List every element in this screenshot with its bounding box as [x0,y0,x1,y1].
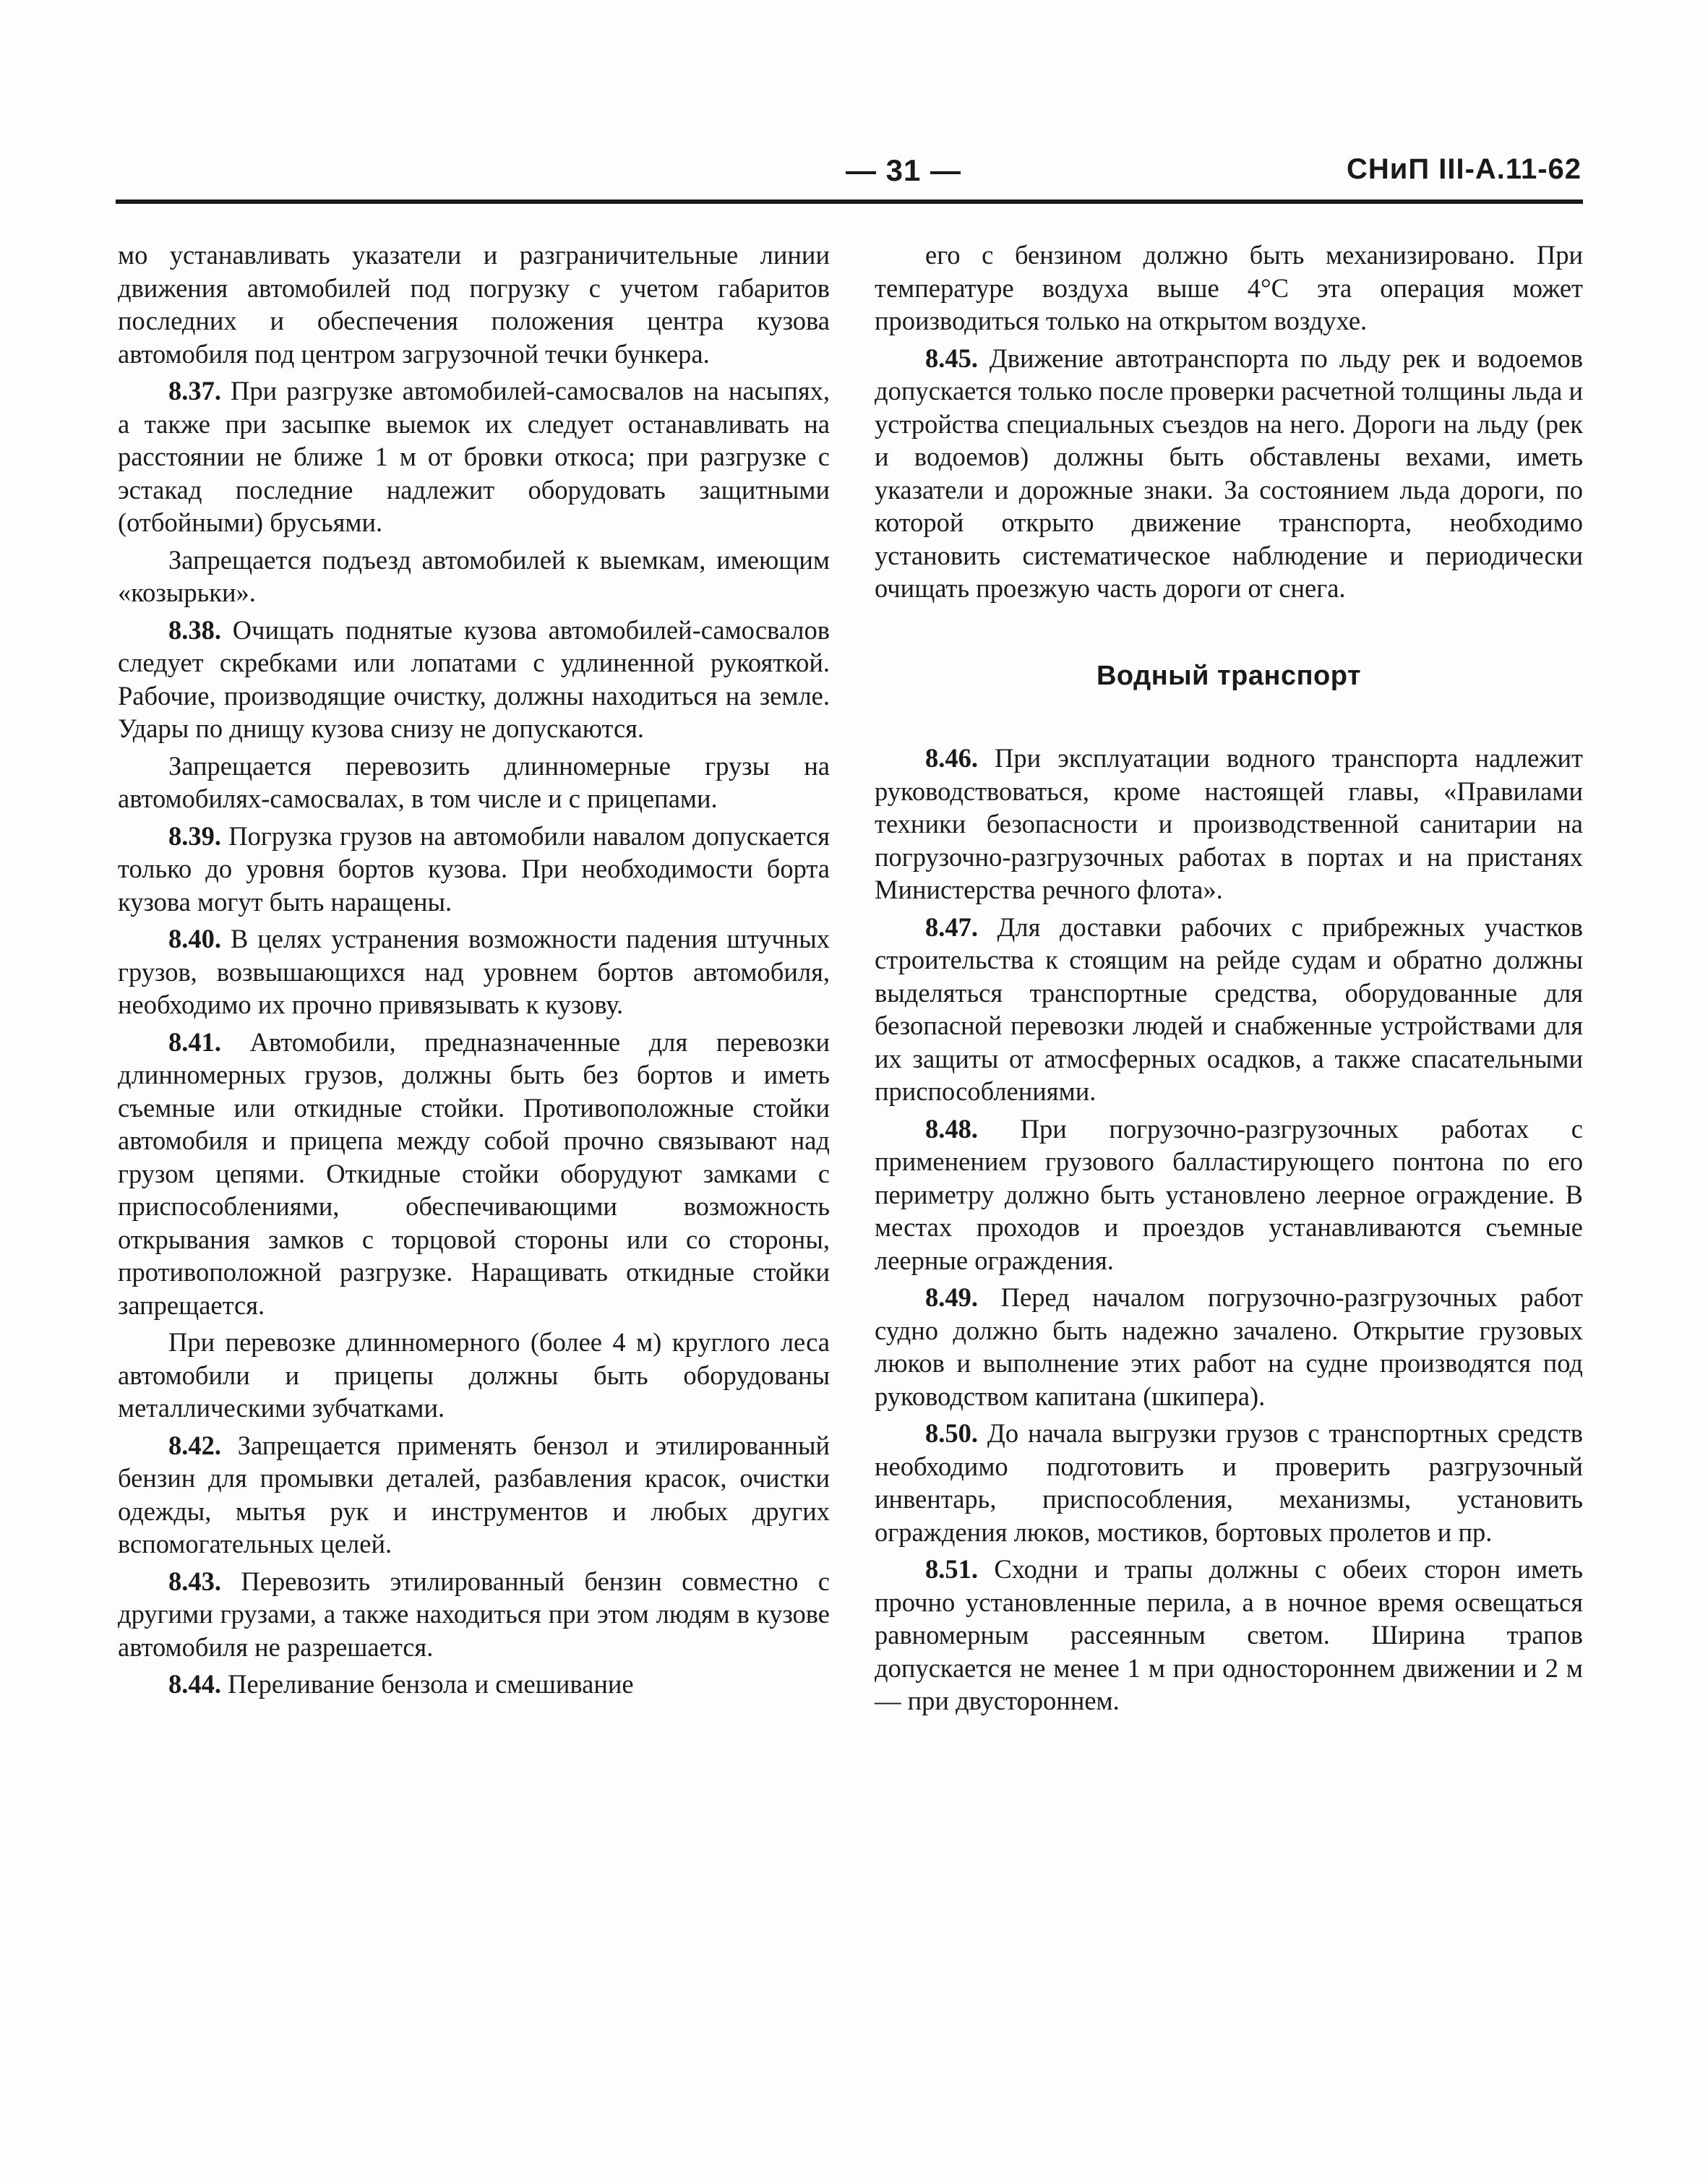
paragraph [118,922,830,1021]
clause-number: 8.42. [168,1430,221,1460]
paragraph [875,1281,1583,1412]
clause-number: 8.51. [925,1554,978,1584]
page-header [116,150,1582,201]
paragraph [118,614,830,745]
section-title: Водный транспорт [1096,660,1362,691]
clause-number: 8.37. [168,376,221,406]
clause-number: 8.48. [925,1113,978,1144]
paragraph [875,342,1583,605]
paragraph [875,239,1583,338]
paragraph-text: Запрещается перевозить длинномерные грузы на автомобилях-самосвалах, в том числе и с прицепами. [118,750,830,813]
paragraph [118,239,830,370]
clause-number: 8.47. [925,912,978,942]
paragraph-text: До начала выгрузки грузов с транспортных средств необходимо подготовить и проверить разгрузочный инвентарь, приспособления, механизмы, установить ограждения люков, мостиков, бортовых пролетов и пр. [875,1418,1583,1547]
right-column-top [875,239,1583,605]
paragraph-text: При разгрузке автомобилей-самосвалов на насыпях, а также при засыпке выемок их следует останавливать на расстоянии не ближе 1 м от бровки откоса; при разгрузке с эстакад последние надлежит оборудовать защитными (отбойными) брусьями. [118,376,830,537]
clause-number: 8.40. [168,924,221,953]
right-column-bottom [875,742,1583,1718]
paragraph-text: его с бензином должно быть механизировано. При температуре воздуха выше 4°С эта операция может производиться только на открытом воздухе. [875,240,1583,335]
clause-number: 8.49. [925,1282,978,1312]
document-code: СНиП III-А.11-62 [1347,153,1582,185]
paragraph [118,374,830,539]
paragraph-text: При перевозке длинномерного (более 4 м) круглого леса автомобили и прицепы должны быть оборудованы металлическими зубчатками. [118,1327,830,1423]
paragraph-text: Запрещается применять бензол и этилированный бензин для промывки деталей, разбавления красок, очистки одежды, мытья рук и инструментов и любых других вспомогательных целей. [118,1430,830,1559]
paragraph [875,1112,1583,1277]
paragraph [118,1668,830,1701]
paragraph [118,1429,830,1561]
paragraph [118,1326,830,1425]
paragraph-text: При погрузочно-разгрузочных работах с применением грузового балластирующего понтона по его периметру должно быть установлено леерное ограждение. В местах проходов и проездов устанавливаются съемные леерные ограждения. [875,1113,1583,1275]
paragraph [875,1553,1583,1718]
paragraph-text: Сходни и трапы должны с обеих сторон иметь прочно установленные перила, а в ночное время освещаться равномерным рассеянным светом. Ширина трапов допускается не менее 1 м при одностороннем движении и 2 м — при двустороннем. [875,1554,1583,1715]
paragraph-text: Переливание бензола и смешивание [221,1669,634,1699]
paragraph [118,1565,830,1664]
paragraph [118,1026,830,1322]
header-rule [116,200,1583,204]
clause-number: 8.41. [168,1026,221,1057]
paragraph [875,742,1583,906]
paragraph-text: Погрузка грузов на автомобили навалом допускается только до уровня бортов кузова. При необходимости борта кузова могут быть наращены. [118,820,830,917]
paragraph [118,544,830,609]
paragraph [118,820,830,919]
right-column [875,239,1583,1722]
paragraph [875,1417,1583,1548]
paragraph [875,911,1583,1108]
page-number: — 31 — [845,153,962,187]
paragraph-text: Движение автотранспорта по льду рек и водоемов допускается только после проверки расчетной толщины льда и устройства специальных съездов на него. Дороги на льду (рек и водоемов) должны быть обставлены вехами, иметь указатели и дорожные знаки. За состоянием льда дороги, по которой открыто движение транспорта, необходимо установить систематическое наблюдение и периодически очищать проезжую часть дороги от снега. [875,343,1584,603]
paragraph-text: Для доставки рабочих с прибрежных участков строительства к стоящим на рейде судам и обратно должны выделяться транспортные средства, оборудованные для безопасной перевозки людей и снабженные устройствами для их защиты от атмосферных осадков, а также спасательными приспособлениями. [875,912,1583,1106]
paragraph-text: Запрещается подъезд автомобилей к выемкам, имеющим «козырьки». [118,544,830,607]
paragraph-text: мо устанавливать указатели и разграничительные линии движения автомобилей под погрузку с учетом габаритов последних и обеспечения положения центра кузова автомобиля под центром загрузочной течки бункера. [118,240,830,369]
clause-number: 8.38. [168,614,221,645]
clause-number: 8.44. [168,1669,221,1699]
paragraph-text: Перевозить этилированный бензин совместно с другими грузами, а также находиться при этом людям в кузове автомобиля не разрешается. [118,1566,830,1662]
clause-number: 8.39. [168,820,221,851]
clause-number: 8.46. [925,743,978,773]
left-column [118,239,830,1705]
paragraph-text: Автомобили, предназначенные для перевозки длинномерных грузов, должны быть без бортов и иметь съемные или откидные стойки. Противоположные стойки автомобиля и прицепа между собой прочно связывают над грузом цепями. Откидные стойки оборудуют замками с приспособлениями, обеспечивающими возможность открывания замков с торцовой стороны или со стороны, противоположной разгрузке. Наращивать откидные стойки запрещается. [118,1026,830,1320]
paragraph-text: При эксплуатации водного транспорта надлежит руководствоваться, кроме настоящей главы, «Правилами техники безопасности и производственной санитарии на погрузочно-разгрузочных работах в портах и на пристанях Министерства речного флота». [875,743,1583,904]
paragraph-text: Перед началом погрузочно-разгрузочных работ судно должно быть надежно зачалено. Открытие грузовых люков и выполнение этих работ на судне производятся под руководством капитана (шкипера). [875,1282,1583,1411]
paragraph-text: В целях устранения возможности падения штучных грузов, возвышающихся над уровнем бортов автомобиля, необходимо их прочно привязывать к кузову. [118,924,830,1019]
clause-number: 8.50. [925,1418,978,1448]
clause-number: 8.43. [168,1566,221,1596]
clause-number: 8.45. [925,343,978,373]
paragraph [118,750,830,815]
paragraph-text: Очищать поднятые кузова автомобилей-самосвалов следует скребками или лопатами с удлиненной рукояткой. Рабочие, производящие очистку, должны находиться на земле. Удары по днищу кузова снизу не допускаются. [118,614,830,743]
